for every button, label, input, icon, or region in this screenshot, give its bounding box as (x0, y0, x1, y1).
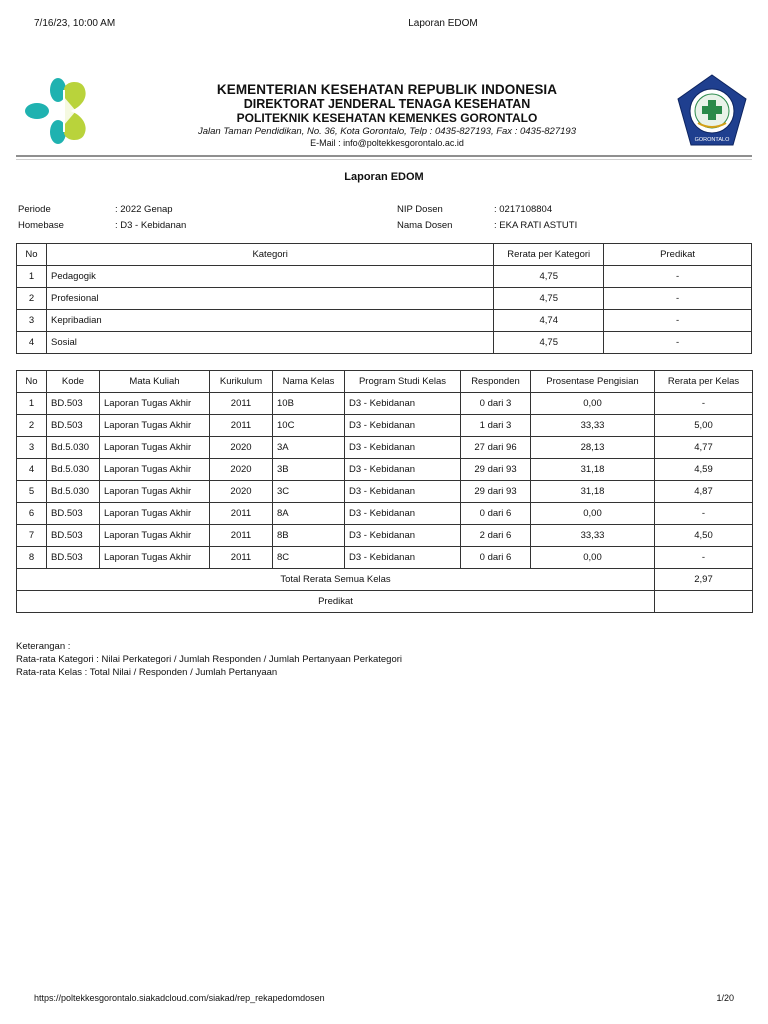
cell-kategori: Sosial (46, 332, 493, 354)
predikat-label: Predikat (17, 591, 655, 613)
report-title: Laporan EDOM (344, 171, 424, 183)
cell-rerata-kelas: 4,87 (655, 481, 753, 503)
periode-value: : 2022 Genap (115, 204, 173, 215)
cell-mata-kuliah: Laporan Tugas Akhir (100, 415, 210, 437)
kelas-header-row (17, 371, 753, 393)
print-datetime: 7/16/23, 10:00 AM (34, 18, 116, 29)
letterhead-rule-thin (16, 159, 752, 160)
column-header: Program Studi Kelas (345, 371, 461, 393)
total-value: 2,97 (655, 569, 753, 591)
column-header: Mata Kuliah (100, 371, 210, 393)
cell-no: 8 (17, 547, 47, 569)
cell-kurikulum: 2020 (210, 459, 273, 481)
table-row (17, 459, 753, 481)
cell-responden: 1 dari 3 (461, 415, 531, 437)
cell-kurikulum: 2020 (210, 437, 273, 459)
cell-prodi: D3 - Kebidanan (345, 459, 461, 481)
cell-prodi: D3 - Kebidanan (345, 415, 461, 437)
column-header: Nama Kelas (273, 371, 345, 393)
cell-responden: 0 dari 3 (461, 393, 531, 415)
cell-predikat: - (604, 310, 752, 332)
cell-kurikulum: 2011 (210, 503, 273, 525)
homebase-label: Homebase (18, 220, 64, 231)
cell-mata-kuliah: Laporan Tugas Akhir (100, 547, 210, 569)
cell-rerata-kelas: 4,59 (655, 459, 753, 481)
table-row (17, 332, 752, 354)
cell-kode: BD.503 (47, 547, 100, 569)
table-row (17, 288, 752, 310)
table-row (17, 393, 753, 415)
cell-nama-kelas: 3C (273, 481, 345, 503)
cell-responden: 27 dari 96 (461, 437, 531, 459)
cell-rerata: 4,74 (494, 310, 604, 332)
cell-no: 5 (17, 481, 47, 503)
cell-no: 4 (17, 459, 47, 481)
cell-prodi: D3 - Kebidanan (345, 437, 461, 459)
cell-no: 2 (17, 288, 47, 310)
cell-prodi: D3 - Kebidanan (345, 525, 461, 547)
print-title: Laporan EDOM (408, 18, 478, 29)
cell-predikat: - (604, 332, 752, 354)
homebase-value: : D3 - Kebidanan (115, 220, 187, 231)
cell-prosentase: 33,33 (531, 525, 655, 547)
cell-no: 3 (17, 310, 47, 332)
print-page-number: 1/20 (716, 993, 734, 1003)
print-url: https://poltekkesgorontalo.siakadcloud.com/siakad/rep_rekapedomdosen (34, 993, 325, 1003)
cell-responden: 0 dari 6 (461, 503, 531, 525)
cell-responden: 29 dari 93 (461, 481, 531, 503)
table-row (17, 525, 753, 547)
cell-kurikulum: 2020 (210, 481, 273, 503)
cell-nama-kelas: 8C (273, 547, 345, 569)
ministry-name: KEMENTERIAN KESEHATAN REPUBLIK INDONESIA (216, 82, 558, 97)
cell-prodi: D3 - Kebidanan (345, 547, 461, 569)
cell-no: 2 (17, 415, 47, 437)
periode-label: Periode (18, 204, 51, 215)
institution-email: E-Mail : info@poltekkesgorontalo.ac.id (310, 138, 464, 148)
cell-kode: Bd.5.030 (47, 437, 100, 459)
kategori-table (16, 243, 752, 354)
cell-kode: BD.503 (47, 393, 100, 415)
column-header: No (17, 244, 47, 266)
cell-nama-kelas: 8A (273, 503, 345, 525)
cell-no: 4 (17, 332, 47, 354)
cell-prodi: D3 - Kebidanan (345, 393, 461, 415)
cell-kategori: Pedagogik (46, 266, 493, 288)
table-row (17, 310, 752, 332)
cell-prosentase: 0,00 (531, 393, 655, 415)
letterhead (100, 82, 674, 149)
table-row (17, 266, 752, 288)
cell-rerata-kelas: 4,77 (655, 437, 753, 459)
cell-nama-kelas: 10B (273, 393, 345, 415)
column-header: Kategori (46, 244, 493, 266)
cell-mata-kuliah: Laporan Tugas Akhir (100, 503, 210, 525)
cell-mata-kuliah: Laporan Tugas Akhir (100, 525, 210, 547)
nip-value: : 0217108804 (494, 204, 553, 215)
cell-responden: 0 dari 6 (461, 547, 531, 569)
total-label: Total Rerata Semua Kelas (17, 569, 655, 591)
cell-rerata-kelas: 5,00 (655, 415, 753, 437)
cell-kurikulum: 2011 (210, 393, 273, 415)
institution-name: POLITEKNIK KESEHATAN KEMENKES GORONTALO (236, 111, 538, 125)
cell-no: 1 (17, 393, 47, 415)
cell-kode: BD.503 (47, 525, 100, 547)
nama-dosen-value: : EKA RATI ASTUTI (494, 220, 578, 231)
cell-prodi: D3 - Kebidanan (345, 503, 461, 525)
predikat-row (17, 591, 753, 613)
cell-kategori: Profesional (46, 288, 493, 310)
institution-address: Jalan Taman Pendidikan, No. 36, Kota Gorontalo, Telp : 0435-827193, Fax : 0435-827193 (198, 126, 576, 137)
keterangan (16, 640, 402, 679)
cell-rerata: 4,75 (494, 288, 604, 310)
cell-nama-kelas: 3A (273, 437, 345, 459)
cell-no: 6 (17, 503, 47, 525)
column-header: Rerata per Kelas (655, 371, 753, 393)
column-header: Predikat (604, 244, 752, 266)
cell-mata-kuliah: Laporan Tugas Akhir (100, 437, 210, 459)
cell-rerata-kelas: - (655, 547, 753, 569)
cell-rerata: 4,75 (494, 266, 604, 288)
cell-mata-kuliah: Laporan Tugas Akhir (100, 481, 210, 503)
cell-kurikulum: 2011 (210, 415, 273, 437)
cell-kode: BD.503 (47, 415, 100, 437)
cell-mata-kuliah: Laporan Tugas Akhir (100, 393, 210, 415)
cell-prosentase: 0,00 (531, 503, 655, 525)
cell-kurikulum: 2011 (210, 547, 273, 569)
cell-no: 1 (17, 266, 47, 288)
cell-predikat: - (604, 288, 752, 310)
cell-nama-kelas: 3B (273, 459, 345, 481)
cell-rerata-kelas: 4,50 (655, 525, 753, 547)
kategori-header-row (17, 244, 752, 266)
cell-nama-kelas: 8B (273, 525, 345, 547)
kelas-table (16, 370, 753, 613)
cell-rerata: 4,75 (494, 332, 604, 354)
cell-prosentase: 31,18 (531, 459, 655, 481)
predikat-value (655, 591, 753, 613)
keterangan-line-2: Rata-rata Kelas : Total Nilai / Responden / Jumlah Pertanyaan (16, 667, 278, 678)
table-row (17, 547, 753, 569)
cell-responden: 29 dari 93 (461, 459, 531, 481)
cell-kode: Bd.5.030 (47, 459, 100, 481)
seal-label: GORONTALO (694, 137, 730, 143)
nama-dosen-label: Nama Dosen (397, 220, 453, 231)
column-header: Rerata per Kategori (494, 244, 604, 266)
cell-nama-kelas: 10C (273, 415, 345, 437)
poltekkes-seal-icon (676, 73, 748, 149)
cell-kode: BD.503 (47, 503, 100, 525)
cell-prosentase: 33,33 (531, 415, 655, 437)
cell-prosentase: 28,13 (531, 437, 655, 459)
keterangan-title: Keterangan : (16, 641, 71, 652)
cell-responden: 2 dari 6 (461, 525, 531, 547)
table-row (17, 503, 753, 525)
table-row (17, 437, 753, 459)
total-row (17, 569, 753, 591)
column-header: Kode (47, 371, 100, 393)
column-header: No (17, 371, 47, 393)
nip-label: NIP Dosen (397, 204, 443, 215)
keterangan-line-1: Rata-rata Kategori : Nilai Perkategori / Jumlah Responden / Jumlah Pertanyaan Perkategori (16, 654, 403, 665)
kemenkes-logo-icon (20, 73, 96, 149)
directorate-name: DIREKTORAT JENDERAL TENAGA KESEHATAN (243, 97, 531, 111)
cell-kategori: Kepribadian (46, 310, 493, 332)
cell-rerata-kelas: - (655, 503, 753, 525)
column-header: Prosentase Pengisian (531, 371, 655, 393)
cell-prosentase: 31,18 (531, 481, 655, 503)
cell-rerata-kelas: - (655, 393, 753, 415)
cell-no: 3 (17, 437, 47, 459)
cell-mata-kuliah: Laporan Tugas Akhir (100, 459, 210, 481)
table-row (17, 415, 753, 437)
cell-kurikulum: 2011 (210, 525, 273, 547)
cell-kode: Bd.5.030 (47, 481, 100, 503)
cell-prosentase: 0,00 (531, 547, 655, 569)
letterhead-rule (16, 155, 752, 157)
table-row (17, 481, 753, 503)
cell-predikat: - (604, 266, 752, 288)
cell-prodi: D3 - Kebidanan (345, 481, 461, 503)
column-header: Responden (461, 371, 531, 393)
cell-no: 7 (17, 525, 47, 547)
column-header: Kurikulum (210, 371, 273, 393)
